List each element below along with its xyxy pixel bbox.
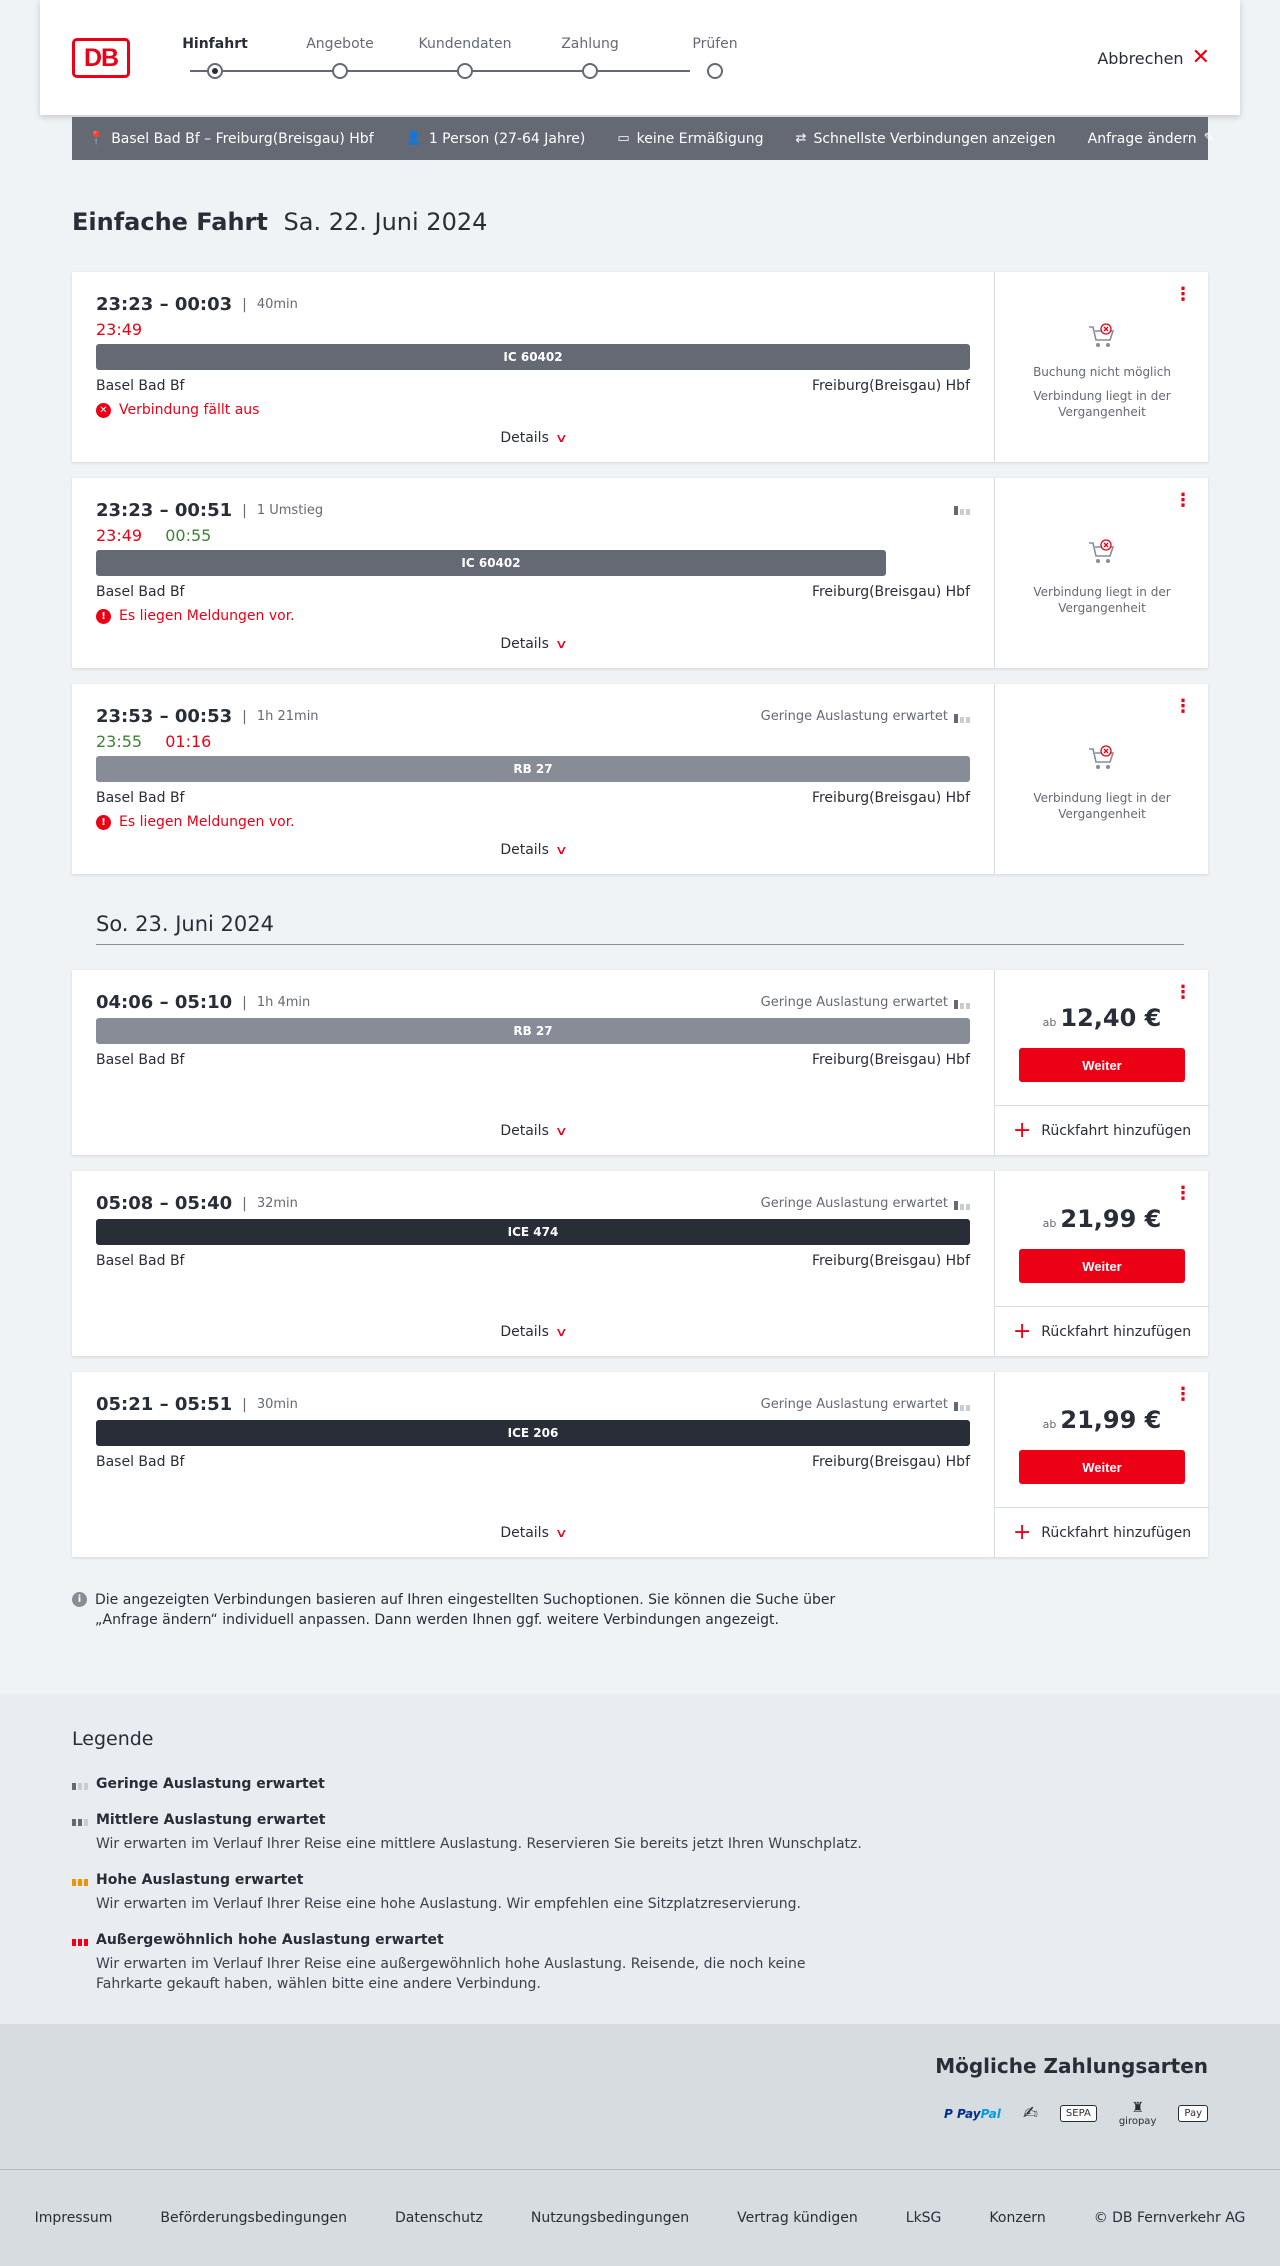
continue-button[interactable]: Weiter — [1019, 1048, 1185, 1082]
step-label: Angebote — [306, 36, 374, 52]
destination-station: Freiburg(Breisgau) Hbf — [811, 1052, 970, 1068]
details-toggle[interactable] — [72, 636, 994, 652]
person-icon: 👤 — [405, 131, 422, 146]
origin-station: Basel Bad Bf — [96, 378, 185, 394]
details-toggle[interactable] — [72, 1123, 994, 1139]
legend-label: Geringe Auslastung erwartet — [96, 1776, 325, 1792]
connection-times — [96, 706, 319, 727]
message-text: Es liegen Meldungen vor. — [119, 608, 295, 624]
footer-link-vertrag-kuendigen[interactable]: Vertrag kündigen — [737, 2210, 858, 2226]
details-label: Details — [500, 430, 549, 446]
connection-card[interactable] — [72, 1171, 1208, 1356]
more-options-icon[interactable]: ⋮ — [1174, 696, 1192, 717]
info-text: Die angezeigten Verbindungen basieren auf Ihren eingestellten Suchoptionen. Sie können die Suche über „Anfrage ändern“ individuell anpassen. Dann werden Ihnen ggf. weitere Verbindungen angezeigt. — [95, 1592, 836, 1628]
connection-main — [72, 684, 994, 874]
legend-description: Wir erwarten im Verlauf Ihrer Reise eine mittlere Auslastung. Reservieren Sie bereits jetzt Ihren Wunschplatz. — [96, 1836, 862, 1852]
legend-title: Legende — [72, 1728, 154, 1750]
booking-status: Buchung nicht möglich — [1033, 365, 1171, 379]
plus-icon: + — [1012, 1117, 1032, 1143]
separator: | — [242, 502, 247, 519]
destination-station: Freiburg(Breisgau) Hbf — [811, 1454, 970, 1470]
stations — [96, 378, 970, 394]
duration: 1h 21min — [256, 709, 319, 724]
notice-message — [96, 814, 295, 830]
delayed-departure: 23:49 — [96, 320, 143, 339]
details-label: Details — [500, 636, 549, 652]
message-text: Verbindung fällt aus — [119, 402, 260, 418]
delayed-departure: 23:49 — [96, 526, 143, 545]
connection-times — [96, 294, 298, 315]
legend-item-medium — [72, 1812, 872, 1854]
connection-card[interactable] — [72, 684, 1208, 874]
route-summary — [88, 131, 374, 147]
occupancy-indicator — [761, 1196, 970, 1211]
transfers: 1 Umstieg — [256, 503, 324, 518]
time-range: 04:06 – 05:10 — [96, 992, 233, 1013]
price-value: 12,40 € — [1060, 1004, 1162, 1032]
occupancy-low-icon — [954, 503, 970, 515]
occupancy-very-high-icon — [72, 1934, 88, 1946]
time-range: 23:23 – 00:03 — [96, 294, 233, 315]
occupancy-low-icon — [954, 711, 970, 723]
close-icon: ✕ — [1191, 45, 1210, 70]
stations — [96, 584, 970, 600]
connection-main — [72, 970, 994, 1155]
discount-summary — [617, 131, 763, 147]
occupancy-high-icon — [72, 1874, 88, 1886]
occupancy-low-icon — [954, 1198, 970, 1210]
step-pruefen[interactable] — [665, 34, 765, 54]
details-toggle[interactable] — [72, 1525, 994, 1541]
price — [995, 1205, 1209, 1233]
paypal-icon: P PayPal — [944, 2106, 1001, 2121]
progress-stepper — [165, 34, 738, 84]
more-options-icon[interactable]: ⋮ — [1174, 1183, 1192, 1204]
connection-main — [72, 272, 994, 462]
details-toggle[interactable] — [72, 430, 994, 446]
footer-link-befoerderungsbedingungen[interactable]: Beförderungsbedingungen — [160, 2210, 347, 2226]
duration: 1h 4min — [256, 995, 311, 1010]
step-label: Zahlung — [561, 36, 619, 52]
db-logo[interactable]: DB — [72, 38, 130, 78]
cart-unavailable-icon — [1086, 538, 1118, 566]
info-icon: i — [72, 1592, 87, 1607]
occupancy-indicator — [761, 709, 970, 724]
stations — [96, 790, 970, 806]
cancel-button[interactable] — [1097, 47, 1210, 69]
chevron-down-icon: ∨ — [554, 637, 568, 651]
train-bar: RB 27 — [96, 1018, 970, 1044]
discount-text: keine Ermäßigung — [636, 130, 764, 147]
add-return-label: Rückfahrt hinzufügen — [1041, 1122, 1192, 1139]
more-options-icon[interactable]: ⋮ — [1174, 1384, 1192, 1405]
origin-station: Basel Bad Bf — [96, 584, 185, 600]
step-circle — [457, 63, 473, 79]
delayed-arrival: 01:16 — [165, 732, 212, 751]
connection-card[interactable] — [72, 478, 1208, 668]
details-toggle[interactable] — [72, 842, 994, 858]
booking-panel — [994, 970, 1208, 1155]
footer — [0, 2169, 1280, 2266]
price-value: 21,99 € — [1060, 1406, 1162, 1434]
connection-times — [96, 1394, 298, 1415]
realtime-arrival: 00:55 — [165, 526, 212, 545]
destination-station: Freiburg(Breisgau) Hbf — [811, 584, 970, 600]
origin-station: Basel Bad Bf — [96, 1253, 185, 1269]
more-options-icon[interactable]: ⋮ — [1174, 284, 1192, 305]
past-connection-note: Verbindung liegt in der Vergangenheit — [1033, 389, 1171, 419]
cancel-circle-icon: ✕ — [96, 403, 111, 418]
occupancy-low-icon — [954, 997, 970, 1009]
passenger-summary — [406, 131, 586, 147]
occupancy-low-icon — [72, 1778, 88, 1790]
occupancy-medium-icon — [72, 1814, 88, 1826]
change-request-label: Anfrage ändern — [1087, 130, 1197, 147]
price-value: 21,99 € — [1060, 1205, 1162, 1233]
footer-copyright: © DB Fernverkehr AG — [1093, 2210, 1246, 2226]
payment-title: Mögliche Zahlungsarten — [935, 2054, 1208, 2078]
details-label: Details — [500, 1123, 549, 1139]
chevron-down-icon: ∨ — [554, 1124, 568, 1138]
connection-main — [72, 478, 994, 668]
page-title — [72, 208, 487, 236]
details-label: Details — [500, 1324, 549, 1340]
search-info-note — [72, 1590, 872, 1630]
separator: | — [242, 1195, 247, 1212]
legend-item-low — [72, 1776, 872, 1792]
legend-label: Mittlere Auslastung erwartet — [96, 1812, 326, 1828]
train-bar: ICE 474 — [96, 1219, 970, 1245]
realtime-times — [96, 732, 229, 751]
connection-times — [96, 500, 323, 521]
day-separator: So. 23. Juni 2024 — [96, 912, 1184, 945]
swap-arrows-icon: ⇄ — [795, 131, 807, 146]
more-options-icon[interactable]: ⋮ — [1174, 490, 1192, 511]
train-bar: RB 27 — [96, 756, 970, 782]
alert-icon: ! — [96, 609, 111, 624]
plus-icon: + — [1012, 1318, 1032, 1344]
notice-message — [96, 608, 295, 624]
footer-link-lksg[interactable]: LkSG — [905, 2210, 942, 2226]
connection-times — [96, 992, 310, 1013]
stations — [96, 1052, 970, 1068]
add-return-label: Rückfahrt hinzufügen — [1041, 1524, 1192, 1541]
separator: | — [242, 1396, 247, 1413]
add-return-button[interactable] — [995, 1507, 1209, 1557]
occupancy-indicator — [761, 1397, 970, 1412]
cancel-label: Abbrechen — [1097, 48, 1184, 68]
price — [995, 1004, 1209, 1032]
train-bar: ICE 206 — [96, 1420, 970, 1446]
legend-section — [0, 1694, 1280, 2024]
occupancy-text: Geringe Auslastung erwartet — [760, 995, 948, 1010]
cart-unavailable-icon — [1086, 322, 1118, 350]
step-label: Prüfen — [692, 36, 738, 52]
stepper-line — [190, 70, 690, 72]
booking-panel — [994, 1372, 1208, 1557]
separator: | — [242, 296, 247, 313]
fastest-connections-toggle[interactable] — [796, 131, 1056, 147]
occupancy-text: Geringe Auslastung erwartet — [760, 1196, 948, 1211]
occupancy-low-icon — [954, 1399, 970, 1411]
details-toggle[interactable] — [72, 1324, 994, 1340]
step-zahlung[interactable] — [540, 34, 640, 54]
continue-button[interactable]: Weiter — [1019, 1249, 1185, 1283]
destination-station: Freiburg(Breisgau) Hbf — [811, 790, 970, 806]
destination-station: Freiburg(Breisgau) Hbf — [811, 1253, 970, 1269]
fastest-text: Schnellste Verbindungen anzeigen — [813, 130, 1056, 147]
search-summary-bar — [72, 117, 1215, 160]
chevron-down-icon: ∨ — [554, 843, 568, 857]
direct-debit-icon: ✍ — [1022, 2103, 1038, 2124]
cancellation-message — [96, 402, 259, 418]
separator: | — [242, 994, 247, 1011]
time-range: 23:53 – 00:53 — [96, 706, 233, 727]
step-circle — [707, 63, 723, 79]
step-circle — [207, 63, 223, 79]
step-angebote[interactable] — [290, 34, 390, 54]
past-connection-note: Verbindung liegt in der Vergangenheit — [1033, 585, 1171, 615]
occupancy-indicator — [954, 503, 970, 515]
alert-icon: ! — [96, 815, 111, 830]
bahncard-icon: ▭ — [617, 131, 630, 146]
stations — [96, 1253, 970, 1269]
step-label: Hinfahrt — [182, 36, 248, 52]
time-range: 23:23 – 00:51 — [96, 500, 233, 521]
trip-date: Sa. 22. Juni 2024 — [283, 208, 488, 236]
connection-card[interactable] — [72, 970, 1208, 1155]
realtime-times — [96, 320, 160, 339]
step-circle — [332, 63, 348, 79]
connection-card[interactable] — [72, 1372, 1208, 1557]
legend-item-very-high — [72, 1932, 872, 1994]
add-return-label: Rückfahrt hinzufügen — [1041, 1323, 1192, 1340]
footer-link-impressum[interactable]: Impressum — [34, 2210, 113, 2226]
separator: | — [242, 708, 247, 725]
apple-pay-icon: Pay — [1178, 2105, 1208, 2122]
time-range: 05:21 – 05:51 — [96, 1394, 233, 1415]
route-text: Basel Bad Bf – Freiburg(Breisgau) Hbf — [111, 130, 374, 147]
origin-station: Basel Bad Bf — [96, 1454, 185, 1470]
header — [40, 0, 1240, 115]
footer-link-konzern[interactable]: Konzern — [989, 2210, 1046, 2226]
realtime-departure: 23:55 — [96, 732, 143, 751]
payment-icons — [944, 2100, 1208, 2127]
trip-type: Einfache Fahrt — [72, 208, 268, 236]
location-pin-icon: 📍 — [88, 131, 105, 146]
chevron-down-icon: ∨ — [554, 431, 568, 445]
destination-station: Freiburg(Breisgau) Hbf — [811, 378, 970, 394]
details-label: Details — [500, 1525, 549, 1541]
chevron-down-icon: ∨ — [554, 1325, 568, 1339]
legend-description: Wir erwarten im Verlauf Ihrer Reise eine hohe Auslastung. Wir empfehlen eine Sitzplatzreservierung. — [96, 1896, 801, 1912]
occupancy-indicator — [761, 995, 970, 1010]
legend-label: Außergewöhnlich hohe Auslastung erwartet — [96, 1932, 444, 1948]
add-return-button[interactable] — [995, 1105, 1209, 1155]
step-hinfahrt[interactable] — [165, 34, 265, 54]
connection-card[interactable] — [72, 272, 1208, 462]
connection-times — [96, 1193, 298, 1214]
booking-panel — [994, 478, 1208, 668]
price-prefix: ab — [1042, 1217, 1057, 1230]
occupancy-text: Geringe Auslastung erwartet — [760, 1397, 948, 1412]
past-connection-note: Verbindung liegt in der Vergangenheit — [1033, 791, 1171, 821]
details-label: Details — [500, 842, 549, 858]
chevron-down-icon: ∨ — [554, 1526, 568, 1540]
price — [995, 1406, 1209, 1434]
booking-panel — [994, 1171, 1208, 1356]
origin-station: Basel Bad Bf — [96, 1052, 185, 1068]
step-label: Kundendaten — [418, 36, 512, 52]
price-prefix: ab — [1042, 1418, 1057, 1431]
connection-main — [72, 1171, 994, 1356]
message-text: Es liegen Meldungen vor. — [119, 814, 295, 830]
footer-link-nutzungsbedingungen[interactable]: Nutzungsbedingungen — [530, 2210, 690, 2226]
legend-description: Wir erwarten im Verlauf Ihrer Reise eine außergewöhnlich hohe Auslastung. Reisende, die noch keine Fahrkarte gekauft haben, wählen bitte eine andere Verbindung. — [96, 1956, 806, 1992]
footer-link-datenschutz[interactable]: Datenschutz — [394, 2210, 483, 2226]
more-options-icon[interactable]: ⋮ — [1174, 982, 1192, 1003]
time-range: 05:08 – 05:40 — [96, 1193, 233, 1214]
stations — [96, 1454, 970, 1470]
realtime-times — [96, 526, 229, 545]
occupancy-text: Geringe Auslastung erwartet — [760, 709, 948, 724]
step-kundendaten[interactable] — [415, 34, 515, 54]
add-return-button[interactable] — [995, 1306, 1209, 1356]
train-bar: IC 60402 — [96, 344, 970, 370]
step-circle — [582, 63, 598, 79]
duration: 30min — [256, 1397, 298, 1412]
legend-item-high — [72, 1872, 872, 1914]
continue-button[interactable]: Weiter — [1019, 1450, 1185, 1484]
duration: 40min — [256, 297, 298, 312]
price-prefix: ab — [1042, 1016, 1057, 1029]
cart-unavailable-icon — [1086, 744, 1118, 772]
plus-icon: + — [1012, 1519, 1032, 1545]
pencil-icon: ✎ — [1203, 131, 1215, 146]
duration: 32min — [256, 1196, 298, 1211]
connection-main — [72, 1372, 994, 1557]
passenger-text: 1 Person (27-64 Jahre) — [428, 130, 586, 147]
change-request-button[interactable] — [1088, 131, 1215, 147]
origin-station: Basel Bad Bf — [96, 790, 185, 806]
train-bar: IC 60402 — [96, 550, 886, 576]
booking-panel — [994, 684, 1208, 874]
sepa-icon: SEPA — [1060, 2105, 1097, 2122]
legend-label: Hohe Auslastung erwartet — [96, 1872, 304, 1888]
payment-methods-section — [0, 2024, 1280, 2169]
booking-panel — [994, 272, 1208, 462]
giropay-icon: ♜ giropay — [1118, 2100, 1157, 2127]
